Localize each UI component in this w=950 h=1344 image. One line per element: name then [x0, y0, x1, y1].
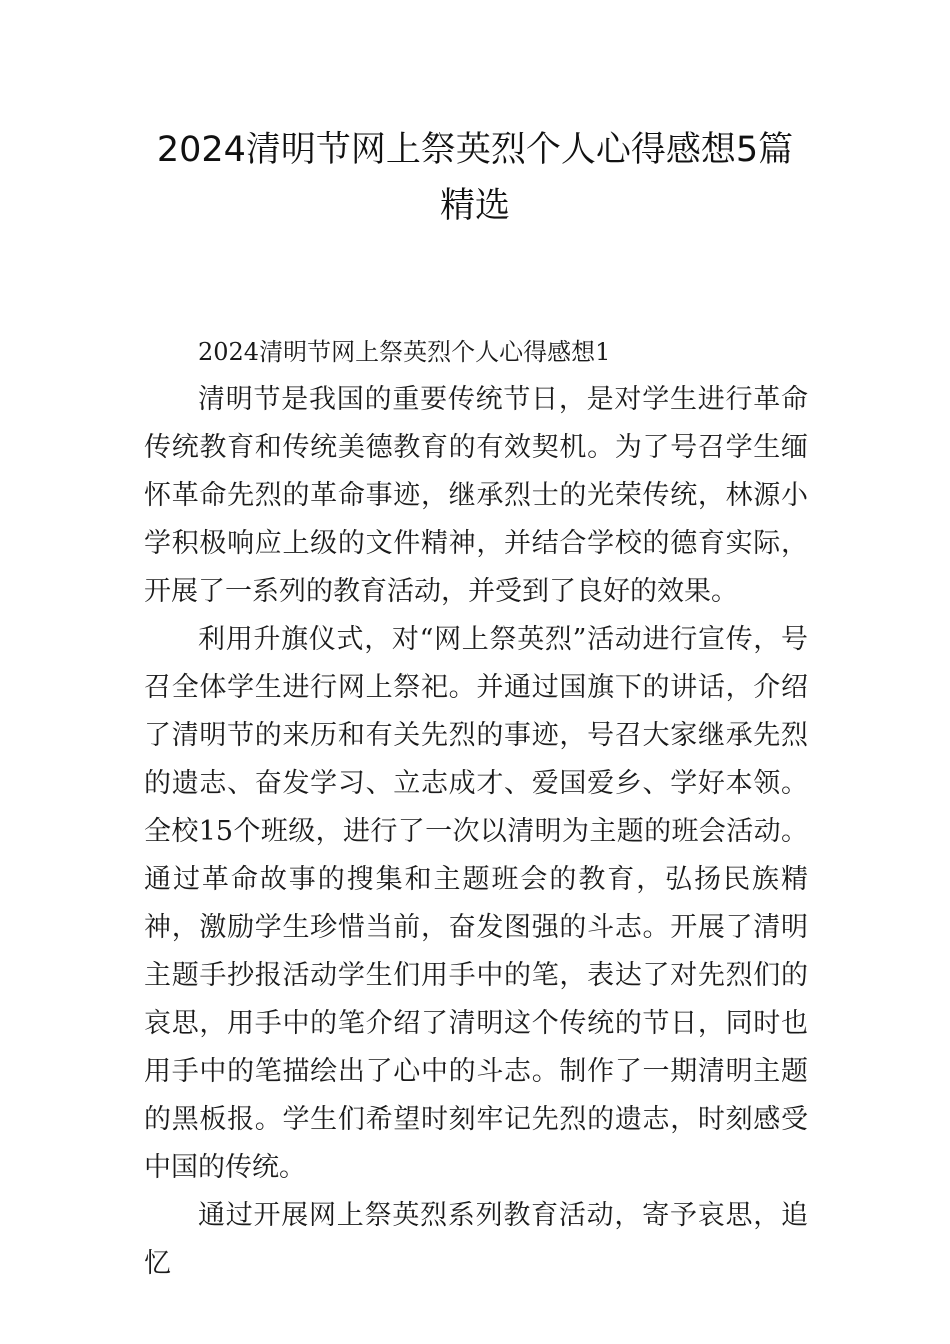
paragraph-3: 通过开展网上祭英烈系列教育活动，寄予哀思，追忆: [144, 1200, 808, 1279]
document-title: 2024清明节网上祭英烈个人心得感想5篇精选: [156, 130, 794, 226]
section-heading: 2024清明节网上祭英烈个人心得感想1: [198, 338, 611, 366]
paragraph-1: 清明节是我国的重要传统节日，是对学生进行革命传统教育和传统美德教育的有效契机。为了号召学生缅怀革命先烈的革命事迹，继承烈士的光荣传统，林源小学积极响应上级的文件精神，并结合学校的德育实际，开展了一系列的教育活动，并受到了良好的效果。: [144, 384, 808, 607]
paragraph-2: 利用升旗仪式，对“网上祭英烈”活动进行宣传，号召全体学生进行网上祭祀。并通过国旗下的讲话，介绍了清明节的来历和有关先烈的事迹，号召大家继承先烈的遗志、奋发学习、立志成才、爱国爱乡、学好本领。全校15个班级，进行了一次以清明为主题的班会活动。通过革命故事的搜集和主题班会的教育，弘扬民族精神，激励学生珍惜当前，奋发图强的斗志。开展了清明主题手抄报活动学生们用手中的笔，表达了对先烈们的哀思，用手中的笔介绍了清明这个传统的节日，同时也用手中的笔描绘出了心中的斗志。制作了一期清明主题的黑板报。学生们希望时刻牢记先烈的遗志，时刻感受中国的传统。: [144, 624, 808, 1183]
document-body: [144, 328, 808, 1288]
